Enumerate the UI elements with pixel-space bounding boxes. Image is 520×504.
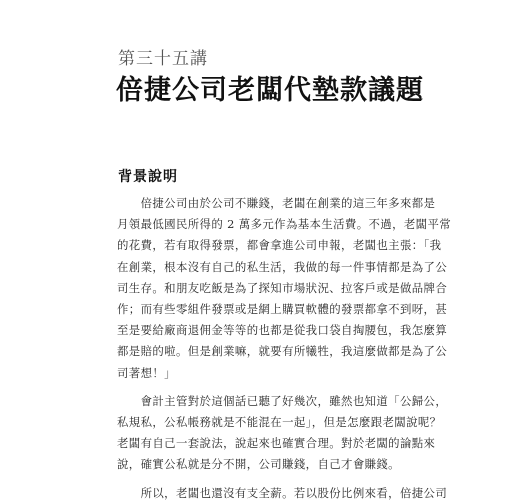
section-heading: 背景說明 [118,169,178,185]
text-line: 月領最低國民所得的 2 萬多元作為基本生活費。不過，老闆平常 [117,217,452,232]
text-line: 至是要給廠商退佣金等等的也都是從我口袋自掏腰包，我怎麼算 [117,323,448,338]
text-line: 司著想！」 [117,365,176,380]
text-line: 私規私，公私帳務就是不能混在一起」，但是怎麼跟老闆說呢？ [117,415,442,430]
text-line: 會計主管對於這個話已聽了好幾次，雖然也知道「公歸公， [117,393,448,408]
text-line: 作；而有些零組件發票或是網上購買軟體的發票都拿不到呀，甚 [117,302,448,317]
text-line: 說，確實公私就是分不開，公司賺錢，自己才會賺錢。 [117,457,400,472]
text-line: 老闆有自己一套說法，說起來也確實合理。對於老闆的論點來 [117,436,436,451]
text-line: 的花費，若有取得發票，都會拿進公司申報，老闆也主張：「我 [117,238,442,253]
body-text [117,193,452,504]
text-line: 所以，老闆也還沒有支全薪。若以股份比例來看，倍捷公司 [117,485,448,500]
text-line: 在創業，根本沒有自己的私生活，我做的每一件事情都是為了公 [117,259,448,274]
paragraph-1 [117,193,452,384]
paragraph-3 [117,483,448,504]
text-line: 都是賠的啦。但是創業嘛，就要有所犧牲，我這麼做都是為了公 [117,344,448,359]
text-line: 倍捷公司由於公司不賺錢，老闆在創業的這三年多來都是 [117,196,436,210]
paragraph-2 [117,391,448,476]
text-line: 司生存。和朋友吃飯是為了探知市場狀況、拉客戶或是做品牌合 [117,280,448,295]
chapter-number: 第三十五講 [118,49,208,69]
chapter-title: 倍捷公司老闆代墊款議題 [116,75,424,106]
